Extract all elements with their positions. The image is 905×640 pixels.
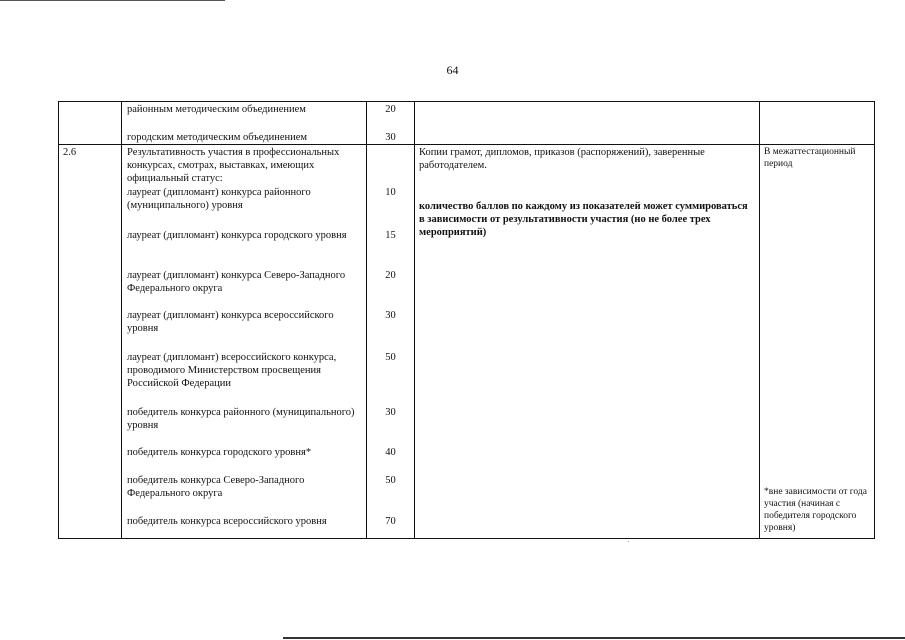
criterion-points: 15	[385, 230, 396, 241]
criterion-text: районным методическим объединением	[127, 104, 306, 115]
number-cell	[59, 102, 122, 145]
documents-text: Копии грамот, дипломов, приказов (распоряжений), заверенные работодателем.	[419, 147, 705, 171]
criterion-points: 20	[385, 270, 396, 281]
criterion-text: победитель конкурса всероссийского уровня	[127, 516, 327, 527]
criterion-points: 10	[385, 187, 396, 198]
points-cell	[367, 145, 415, 539]
criteria-cell	[122, 145, 367, 539]
criterion-points: 30	[385, 310, 396, 321]
criterion-heading: Результативность участия в профессиональных конкурсах, смотрах, выставках, имеющих официальный статус:	[127, 147, 340, 184]
criteria-cell	[122, 102, 367, 145]
period-text: В межаттестационный период	[764, 147, 856, 169]
criterion-points: 50	[385, 352, 396, 363]
scan-edge-line	[0, 0, 225, 1]
period-cell	[760, 102, 875, 145]
scan-speck	[628, 541, 629, 542]
documents-note: количество баллов по каждому из показателей может суммироваться в зависимости от результативности участия (но не более трех мероприятий)	[419, 201, 748, 238]
criterion-text: лауреат (дипломант) всероссийского конкурса, проводимого Министерством просвещения Российской Федерации	[127, 352, 337, 389]
criterion-text: лауреат (дипломант) конкурса районного (муниципального) уровня	[127, 187, 311, 211]
number-cell	[59, 145, 122, 539]
criterion-points: 20	[385, 104, 396, 115]
criterion-text: победитель конкурса городского уровня*	[127, 447, 312, 458]
table-row	[59, 145, 875, 539]
period-note: *вне зависимости от года участия (начиная с победителя городского уровня)	[764, 487, 867, 533]
criterion-points: 40	[385, 447, 396, 458]
criterion-points: 50	[385, 475, 396, 486]
criterion-text: лауреат (дипломант) конкурса городского уровня	[127, 230, 347, 241]
criterion-text: лауреат (дипломант) конкурса всероссийского уровня	[127, 310, 334, 334]
criterion-text: победитель конкурса районного (муниципального) уровня	[127, 407, 355, 431]
page-number: 64	[446, 63, 459, 77]
documents-cell	[415, 145, 760, 539]
criteria-table	[58, 101, 875, 539]
criterion-points: 70	[385, 516, 396, 527]
period-cell	[760, 145, 875, 539]
criterion-text: лауреат (дипломант) конкурса Северо-Западного Федерального округа	[127, 270, 346, 294]
table-row	[59, 102, 875, 145]
row-number: 2.6	[63, 147, 77, 158]
criterion-text: победитель конкурса Северо-Западного Федерального округа	[127, 475, 305, 499]
criterion-points: 30	[385, 132, 396, 143]
criterion-text: городским методическим объединением	[127, 132, 308, 143]
criterion-points: 30	[385, 407, 396, 418]
scan-edge-line	[283, 637, 905, 639]
documents-cell	[415, 102, 760, 145]
points-cell	[367, 102, 415, 145]
